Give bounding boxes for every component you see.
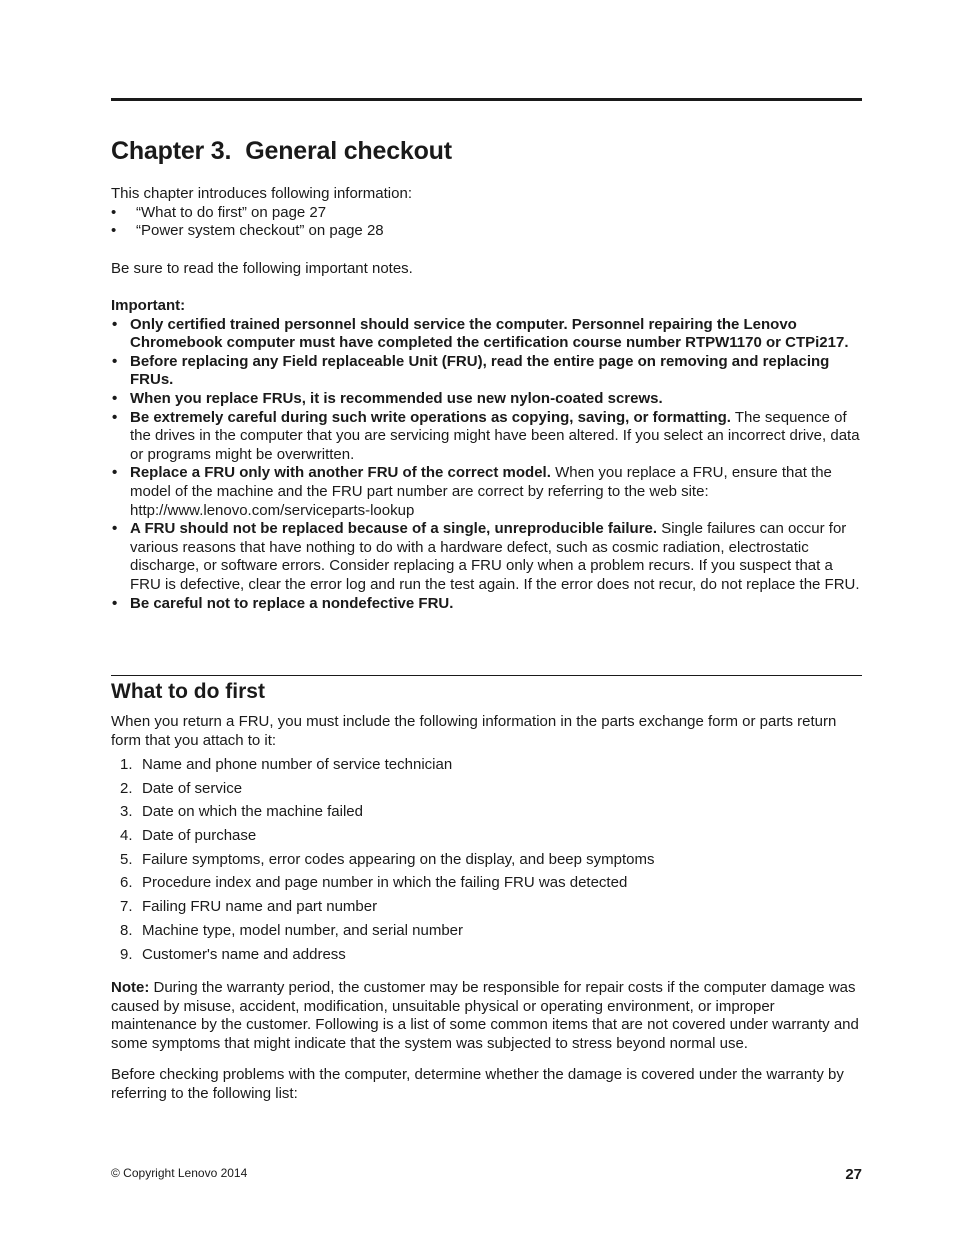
important-bold-text: Replace a FRU only with another FRU of the correct model. bbox=[130, 464, 551, 482]
list-item bbox=[111, 780, 862, 804]
step-text: Customer's name and address bbox=[142, 945, 346, 963]
chapter-top-rule bbox=[111, 98, 862, 101]
important-bold-text: Only certified trained personnel should service the computer. Personnel repairing the Lenovo Chromebook computer must have completed the certification course number RTPW1170 or CTPi217. bbox=[130, 315, 849, 352]
copyright-text: © Copyright Lenovo 2014 bbox=[111, 1166, 248, 1180]
intro-list bbox=[111, 204, 862, 241]
step-text: Date on which the machine failed bbox=[142, 803, 363, 821]
note-label: Note: bbox=[111, 979, 150, 996]
important-bold-text: A FRU should not be replaced because of a single, unreproducible failure. bbox=[130, 520, 658, 538]
intro-link-power-system-checkout[interactable]: “Power system checkout” on page 28 bbox=[136, 222, 384, 240]
list-item bbox=[111, 595, 862, 614]
step-number: 4. bbox=[120, 827, 133, 845]
step-number: 6. bbox=[120, 874, 133, 892]
bullet-icon: • bbox=[112, 389, 118, 407]
note-paragraph bbox=[111, 979, 862, 1053]
step-text: Failing FRU name and part number bbox=[142, 898, 378, 916]
important-list bbox=[111, 316, 862, 614]
step-number: 7. bbox=[120, 898, 133, 916]
step-text: Machine type, model number, and serial number bbox=[142, 921, 464, 939]
steps-block bbox=[111, 756, 862, 969]
bullet-icon: • bbox=[112, 315, 118, 333]
note-text: During the warranty period, the customer may be responsible for repair costs if the computer damage was caused by misuse, accident, modification, unsuitable physical or operating environment, or improper maintenance by the customer. Following is a list of some common items that are not covered under warranty and some symptoms that might indicate that the system was subjected to stress beyond normal use. bbox=[111, 979, 859, 1052]
important-label: Important: bbox=[111, 297, 186, 314]
closing-block bbox=[111, 1066, 862, 1103]
list-item bbox=[111, 922, 862, 946]
steps-list bbox=[111, 756, 862, 969]
list-item bbox=[111, 803, 862, 827]
step-number: 3. bbox=[120, 803, 133, 821]
chapter-number: Chapter 3. bbox=[111, 137, 232, 165]
step-text: Procedure index and page number in which the failing FRU was detected bbox=[142, 874, 628, 892]
important-block bbox=[111, 297, 862, 613]
important-text: When you replace a FRU, ensure that the model of the machine and the FRU part number are correct by referring to the web site: http://www.lenovo.com/serviceparts-lookup bbox=[130, 464, 832, 519]
page-number: 27 bbox=[845, 1166, 862, 1183]
bullet-icon: • bbox=[112, 352, 118, 370]
important-text: Single failures can occur for various reasons that have nothing to do with a hardware defect, such as cosmic radiation, electrostatic discharge, or software errors. Consider replacing a FRU only when a problem recurs. If you suspect that a FRU is defective, clear the error log and run the test again. If the error does not recur, do not replace the FRU. bbox=[130, 520, 860, 593]
step-number: 2. bbox=[120, 779, 133, 797]
intro-block bbox=[111, 185, 862, 241]
important-bold-text: Be extremely careful during such write operations as copying, saving, or formatting. bbox=[130, 408, 731, 426]
list-item bbox=[111, 520, 862, 594]
intro-link-what-to-do-first[interactable]: “What to do first” on page 27 bbox=[136, 203, 327, 221]
list-item bbox=[111, 874, 862, 898]
intro-text: This chapter introduces following information: bbox=[111, 185, 412, 202]
important-bold-text: When you replace FRUs, it is recommended use new nylon-coated screws. bbox=[130, 389, 663, 407]
bullet-icon: • bbox=[111, 222, 117, 240]
notes-intro-text: Be sure to read the following important notes. bbox=[111, 260, 413, 277]
list-item bbox=[111, 390, 862, 409]
list-item bbox=[111, 827, 862, 851]
step-text: Date of purchase bbox=[142, 827, 257, 845]
list-item bbox=[111, 204, 862, 223]
list-item bbox=[111, 946, 862, 970]
step-text: Date of service bbox=[142, 779, 243, 797]
bullet-icon: • bbox=[112, 594, 118, 612]
list-item bbox=[111, 464, 862, 520]
list-item bbox=[111, 222, 862, 241]
step-number: 9. bbox=[120, 945, 133, 963]
list-item bbox=[111, 851, 862, 875]
list-item bbox=[111, 353, 862, 390]
bullet-icon: • bbox=[112, 408, 118, 426]
step-number: 8. bbox=[120, 921, 133, 939]
bullet-icon: • bbox=[112, 464, 118, 482]
important-text: The sequence of the drives in the computer that you are servicing might have been altered. If you select an incorrect drive, data or programs might be overwritten. bbox=[130, 408, 860, 463]
chapter-title bbox=[111, 136, 452, 166]
list-item bbox=[111, 316, 862, 353]
section-intro-block bbox=[111, 713, 862, 750]
step-number: 1. bbox=[120, 756, 133, 773]
section-intro-text: When you return a FRU, you must include the following information in the parts exchange form or parts return form that you attach to it: bbox=[111, 713, 837, 749]
list-item bbox=[111, 409, 862, 465]
important-bold-text: Before replacing any Field replaceable Unit (FRU), read the entire page on removing and replacing FRUs. bbox=[130, 352, 830, 389]
step-text: Failure symptoms, error codes appearing on the display, and beep symptoms bbox=[142, 850, 655, 868]
step-number: 5. bbox=[120, 850, 133, 868]
list-item bbox=[111, 898, 862, 922]
chapter-name: General checkout bbox=[245, 137, 452, 165]
note-block bbox=[111, 979, 862, 1053]
step-text: Name and phone number of service technician bbox=[142, 756, 453, 773]
important-bold-text: Be careful not to replace a nondefective FRU. bbox=[130, 594, 454, 612]
list-item bbox=[111, 756, 862, 780]
closing-text: Before checking problems with the computer, determine whether the damage is covered under the warranty by referring to the following list: bbox=[111, 1066, 844, 1102]
section-title: What to do first bbox=[111, 680, 265, 703]
bullet-icon: • bbox=[111, 203, 117, 221]
notes-intro-block bbox=[111, 260, 862, 279]
section-rule bbox=[111, 675, 862, 676]
bullet-icon: • bbox=[112, 520, 118, 538]
